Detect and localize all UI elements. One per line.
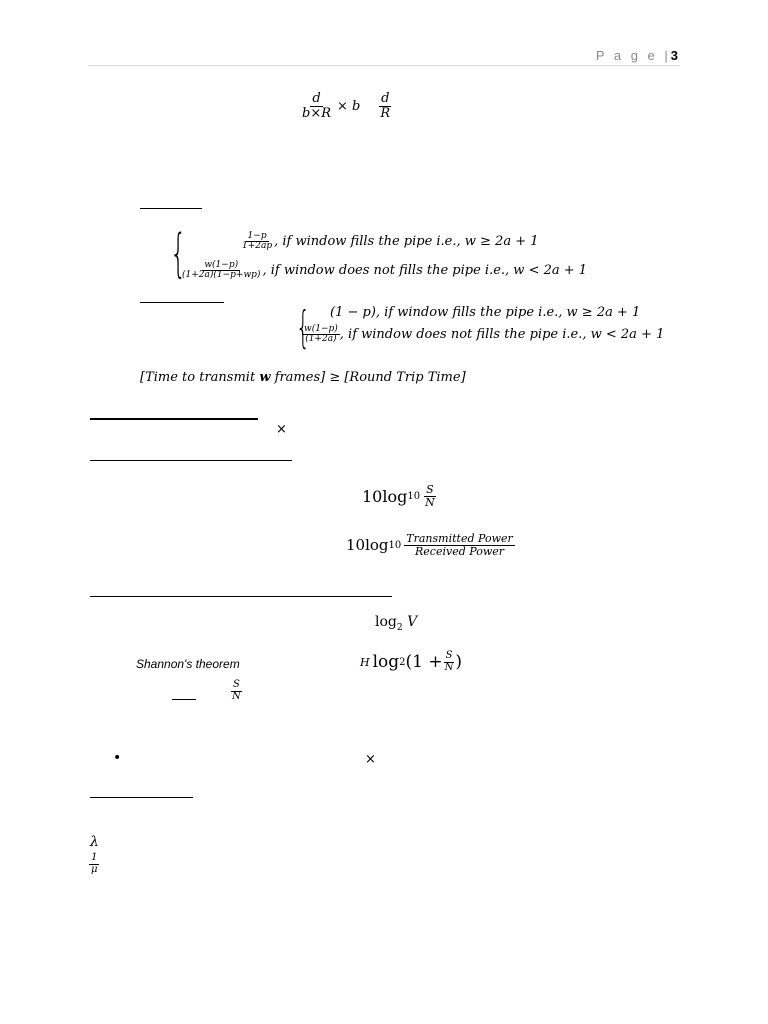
heading-rule-3 bbox=[90, 418, 258, 420]
heading-rule-6 bbox=[90, 797, 193, 798]
brace-2: { bbox=[296, 302, 310, 353]
shannon-label: Shannon's theorem bbox=[136, 657, 240, 671]
snr-fraction: $\frac{S}{N}$ bbox=[425, 483, 435, 509]
heading-rule-4 bbox=[90, 460, 292, 461]
heading-rule-5 bbox=[90, 596, 392, 597]
brace-1: { bbox=[170, 224, 187, 284]
short-rule bbox=[172, 699, 196, 700]
case1-row1 bbox=[240, 232, 539, 252]
lambda-symbol: λ bbox=[90, 834, 99, 850]
page-header bbox=[596, 48, 678, 63]
shannon-formula: H log 2 (1 + $\frac{S}{N}$ ) bbox=[360, 650, 463, 673]
formula-top bbox=[300, 92, 392, 120]
heading-rule-1 bbox=[140, 208, 202, 209]
bullet-marker: • bbox=[113, 750, 122, 766]
page-number: 3 bbox=[670, 48, 678, 63]
case2-row2 bbox=[302, 325, 664, 345]
snr-power-formula: 10log 10 $\frac{\text{Transmitted Power}}{\text{Received Power}}$ bbox=[346, 532, 513, 558]
fraction-d-R: $\frac{d}{R}$ bbox=[380, 91, 391, 121]
heading-rule-2 bbox=[140, 302, 224, 303]
times-b: × b bbox=[337, 98, 361, 114]
case1-row1-fraction: $\frac{1-p}{1+2ap}$ bbox=[242, 231, 273, 252]
times-symbol-1: × bbox=[276, 422, 287, 437]
condition-formula: [Time to transmit w frames] ≥ [Round Trip Time] bbox=[140, 370, 466, 385]
one-over-mu: $\frac{1}{\mu}$ bbox=[91, 852, 98, 875]
page-label: P a g e | bbox=[595, 48, 671, 63]
case2-row2-fraction: $\frac{w(1-p)}{(1+2a)}$ bbox=[304, 324, 338, 345]
case2-row1: (1 − p), if window fills the pipe i.e., w ≥ 2a + 1 bbox=[330, 305, 641, 320]
case1-row1-text: , if window fills the pipe i.e., w ≥ 2a + 1 bbox=[274, 234, 539, 250]
case1-row2-text: , if window does not fills the pipe i.e., w < 2a + 1 bbox=[262, 263, 588, 279]
power-fraction: $\frac{\text{Transmitted Power}}{\text{Received Power}}$ bbox=[406, 532, 513, 558]
case1-row2-fraction: $\frac{w(1-p)}{(1+2a)(1-p+wp)}$ bbox=[182, 260, 261, 281]
header-rule bbox=[88, 65, 680, 66]
case2-row2-text: , if window does not fills the pipe i.e., w < 2a + 1 bbox=[339, 327, 665, 343]
fraction-d-bR: $\frac{d}{b\times R}$ bbox=[302, 91, 332, 121]
shannon-fraction: $\frac{S}{N}$ bbox=[444, 650, 454, 673]
s-over-n-fraction: $\frac{S}{N}$ bbox=[232, 679, 241, 702]
case1-row2 bbox=[180, 261, 587, 281]
snr-formula: 10log 10 $\frac{S}{N}$ bbox=[362, 483, 435, 509]
times-symbol-2: × bbox=[365, 752, 376, 767]
log2-v: $\log_2 V$ bbox=[375, 614, 418, 633]
